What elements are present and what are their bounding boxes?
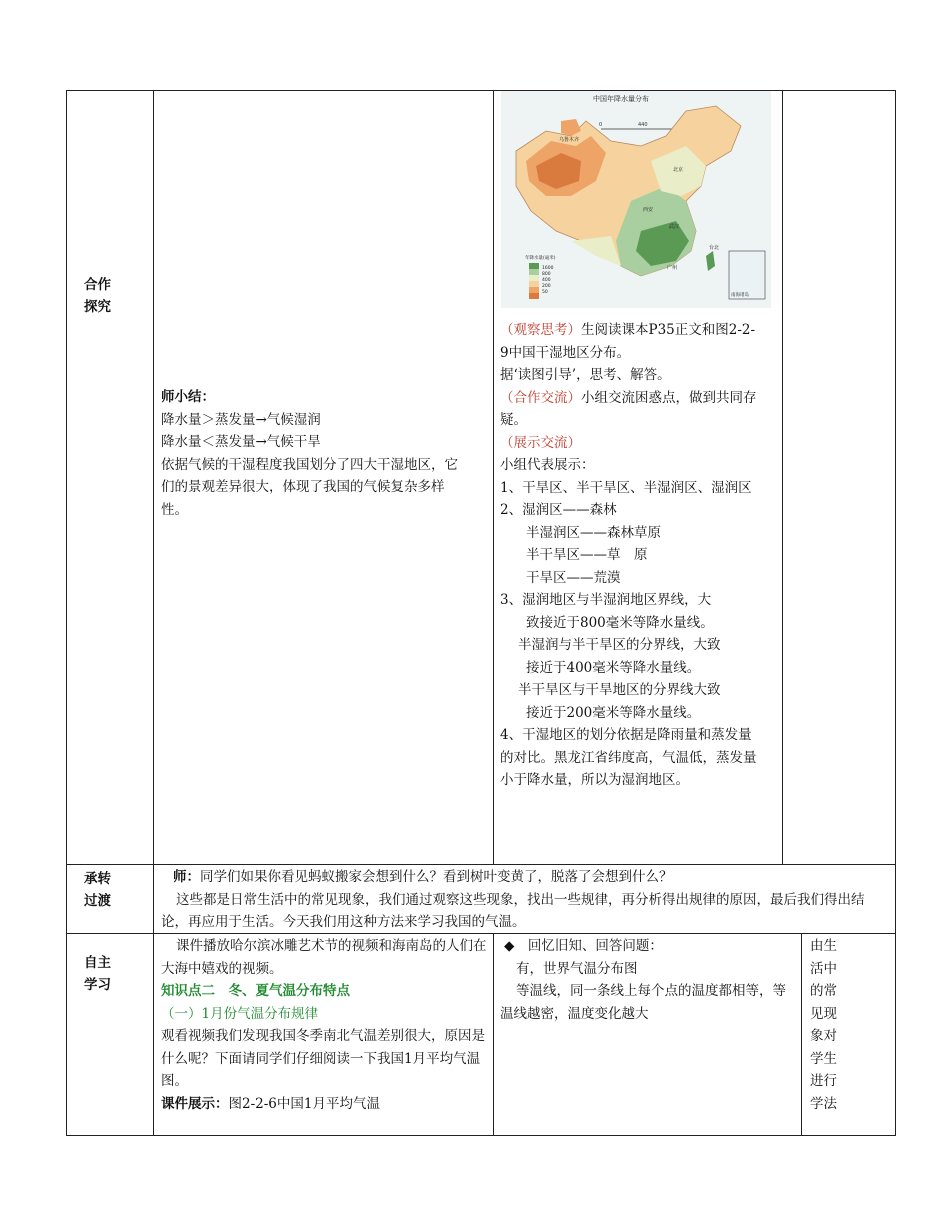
map-scale-440: 440 xyxy=(638,122,648,128)
observe-paragraph xyxy=(500,319,762,364)
teacher-summary xyxy=(161,386,471,521)
purpose-line: 象对 xyxy=(810,1028,837,1044)
recall-heading: ◆ 回忆旧知、回答问题： xyxy=(504,938,663,954)
student-activity xyxy=(500,319,762,792)
answer-item-3f: 接近于200毫米等降水量线。 xyxy=(526,704,701,721)
teacher-tag: 师： xyxy=(173,869,200,885)
transition-line-1 xyxy=(161,866,891,889)
row-label-zizhu xyxy=(84,952,144,996)
table-row-divider-1 xyxy=(66,864,896,865)
purpose-column-divider-row1 xyxy=(782,90,783,865)
transition-question: 同学们如果你看见蚂蚁搬家会想到什么？看到树叶变黄了，脱落了会想到什么？ xyxy=(200,869,673,885)
answer-item-2d: 干旱区——荒漠 xyxy=(526,569,621,586)
teacher-summary-paragraph: 依据气候的干湿程度我国划分了四大干湿地区，它们的景观差异很大，体现了我国的气候复杂多样性。 xyxy=(161,456,458,518)
table-border-left xyxy=(66,90,67,1136)
answer-item-2c: 半干旱区——草 原 xyxy=(526,547,648,563)
purpose-column-divider-row3 xyxy=(801,933,802,1136)
video-paragraph: 课件播放哈尔滨冰雕艺术节的视频和海南岛的人们在大海中嬉戏的视频。 xyxy=(161,938,487,977)
purpose-line: 学生 xyxy=(810,1050,837,1067)
purpose-line: 学法 xyxy=(810,1095,837,1112)
answer-item-3a: 3、湿润地区与半湿润地区界线，大 xyxy=(500,592,712,608)
observe-tag: （观察思考） xyxy=(500,322,581,338)
teacher-column-divider-row3 xyxy=(493,933,494,1136)
answer-item-3b: 致接近于800毫米等降水量线。 xyxy=(526,614,714,631)
courseware-text: 图2-2-6中国1月平均气温 xyxy=(228,1095,380,1112)
show-tag: （展示交流） xyxy=(500,434,581,451)
teacher-summary-line: 降水量＜蒸发量→气候干旱 xyxy=(161,434,321,450)
transition-text xyxy=(161,866,891,934)
table-border-bottom xyxy=(66,1135,896,1136)
row-label-line: 探究 xyxy=(84,299,111,315)
row-label-line: 学习 xyxy=(84,977,111,993)
recall-answer-1: 有，世界气温分布图 xyxy=(516,960,638,977)
knowledge-point-title: 知识点二 冬、夏气温分布特点 xyxy=(161,983,350,999)
teacher-summary-line: 降水量＞蒸发量→气候湿润 xyxy=(161,411,321,428)
precipitation-map xyxy=(501,91,771,308)
read-guide-line: 据‘读图引导’，思考、解答。 xyxy=(500,367,671,383)
map-city-guangzhou: 广州 xyxy=(667,265,678,271)
transition-line-2: 这些都是日常生活中的常见现象，我们通过观察这些现象，找出一些规律，再分析得出规律的原因，最后我们得出结论，再应用于生活。今天我们用这种方法来学习我国的气温。 xyxy=(161,891,865,930)
teacher-summary-title: 师小结： xyxy=(161,389,215,405)
question-paragraph: 观看视频我们发现我国冬季南北气温差别很大，原因是什么呢？下面请同学们仔细阅读一下我国1月平均气温图。 xyxy=(161,1028,485,1089)
representative-line: 小组代表展示： xyxy=(500,457,595,473)
observe-text: 生阅读课本P35正文和图2-2-9中国干湿地区分布。 xyxy=(500,322,756,361)
map-legend-400: 400 xyxy=(542,278,551,283)
table-border-top xyxy=(66,90,896,91)
answer-item-3c: 半湿润与半干旱区的分界线，大致 xyxy=(518,637,721,653)
self-study-student xyxy=(500,935,796,1025)
map-city-urumqi: 乌鲁木齐 xyxy=(559,137,580,143)
answer-item-2b: 半湿润区——森林草原 xyxy=(526,524,661,541)
map-legend-title: 年降水量(毫米) xyxy=(525,256,556,261)
map-city-xian: 西安 xyxy=(643,207,654,213)
table-border-right xyxy=(895,90,896,1136)
map-city-beijing: 北京 xyxy=(673,167,684,173)
self-study-teacher xyxy=(161,935,489,1115)
purpose-line: 活中 xyxy=(810,960,837,977)
china-precipitation-map-image xyxy=(501,91,771,308)
map-city-wuhan: 武汉 xyxy=(669,224,680,230)
map-legend-50: 50 xyxy=(542,290,548,295)
map-inset-label: 南海诸岛 xyxy=(731,293,749,298)
map-scale-0: 0 xyxy=(599,122,603,128)
coop-paragraph xyxy=(500,387,762,432)
row-label-hezuo xyxy=(84,274,144,318)
purpose-column xyxy=(810,935,850,1115)
map-city-taipei: 台北 xyxy=(709,245,720,251)
coop-tag: （合作交流） xyxy=(500,389,581,406)
row-label-line: 自主 xyxy=(84,955,111,971)
coop-text: 小组交流困惑点，做到共同存疑。 xyxy=(500,389,757,428)
purpose-line: 见现 xyxy=(810,1005,837,1022)
answer-item-4: 4、干湿地区的划分依据是降雨量和蒸发量的对比。黑龙江省纬度高，气温低，蒸发量小于降水量，所以为湿润地区。 xyxy=(500,727,757,788)
row-label-chengzhuan xyxy=(84,868,144,912)
row-label-line: 合作 xyxy=(84,277,111,293)
label-column-divider xyxy=(153,90,154,1136)
map-legend-200: 200 xyxy=(542,284,551,289)
courseware-line xyxy=(161,1093,489,1116)
map-title: 中国年降水量分布 xyxy=(593,95,649,103)
row-label-line: 过渡 xyxy=(84,893,111,909)
purpose-line: 由生 xyxy=(810,938,837,954)
row-label-line: 承转 xyxy=(84,871,111,887)
knowledge-subtitle: （一）1月份气温分布规律 xyxy=(161,1005,319,1022)
purpose-line: 的常 xyxy=(810,983,837,999)
answer-item-2a: 2、湿润区——森林 xyxy=(500,502,617,518)
answer-item-3d: 接近于400毫米等降水量线。 xyxy=(526,659,701,676)
answer-item-1: 1、干旱区、半干旱区、半湿润区、湿润区 xyxy=(500,479,752,496)
teacher-column-divider-row1 xyxy=(493,90,494,865)
recall-answer-2: 等温线，同一条线上每个点的温度都相等，等温线越密，温度变化越大 xyxy=(500,983,786,1022)
courseware-label: 课件展示： xyxy=(161,1095,229,1112)
answer-item-3e: 半干旱区与干旱地区的分界线大致 xyxy=(518,682,721,698)
map-legend-800: 800 xyxy=(542,272,551,277)
purpose-line: 进行 xyxy=(810,1073,837,1089)
map-legend-1600: 1600 xyxy=(542,266,554,271)
